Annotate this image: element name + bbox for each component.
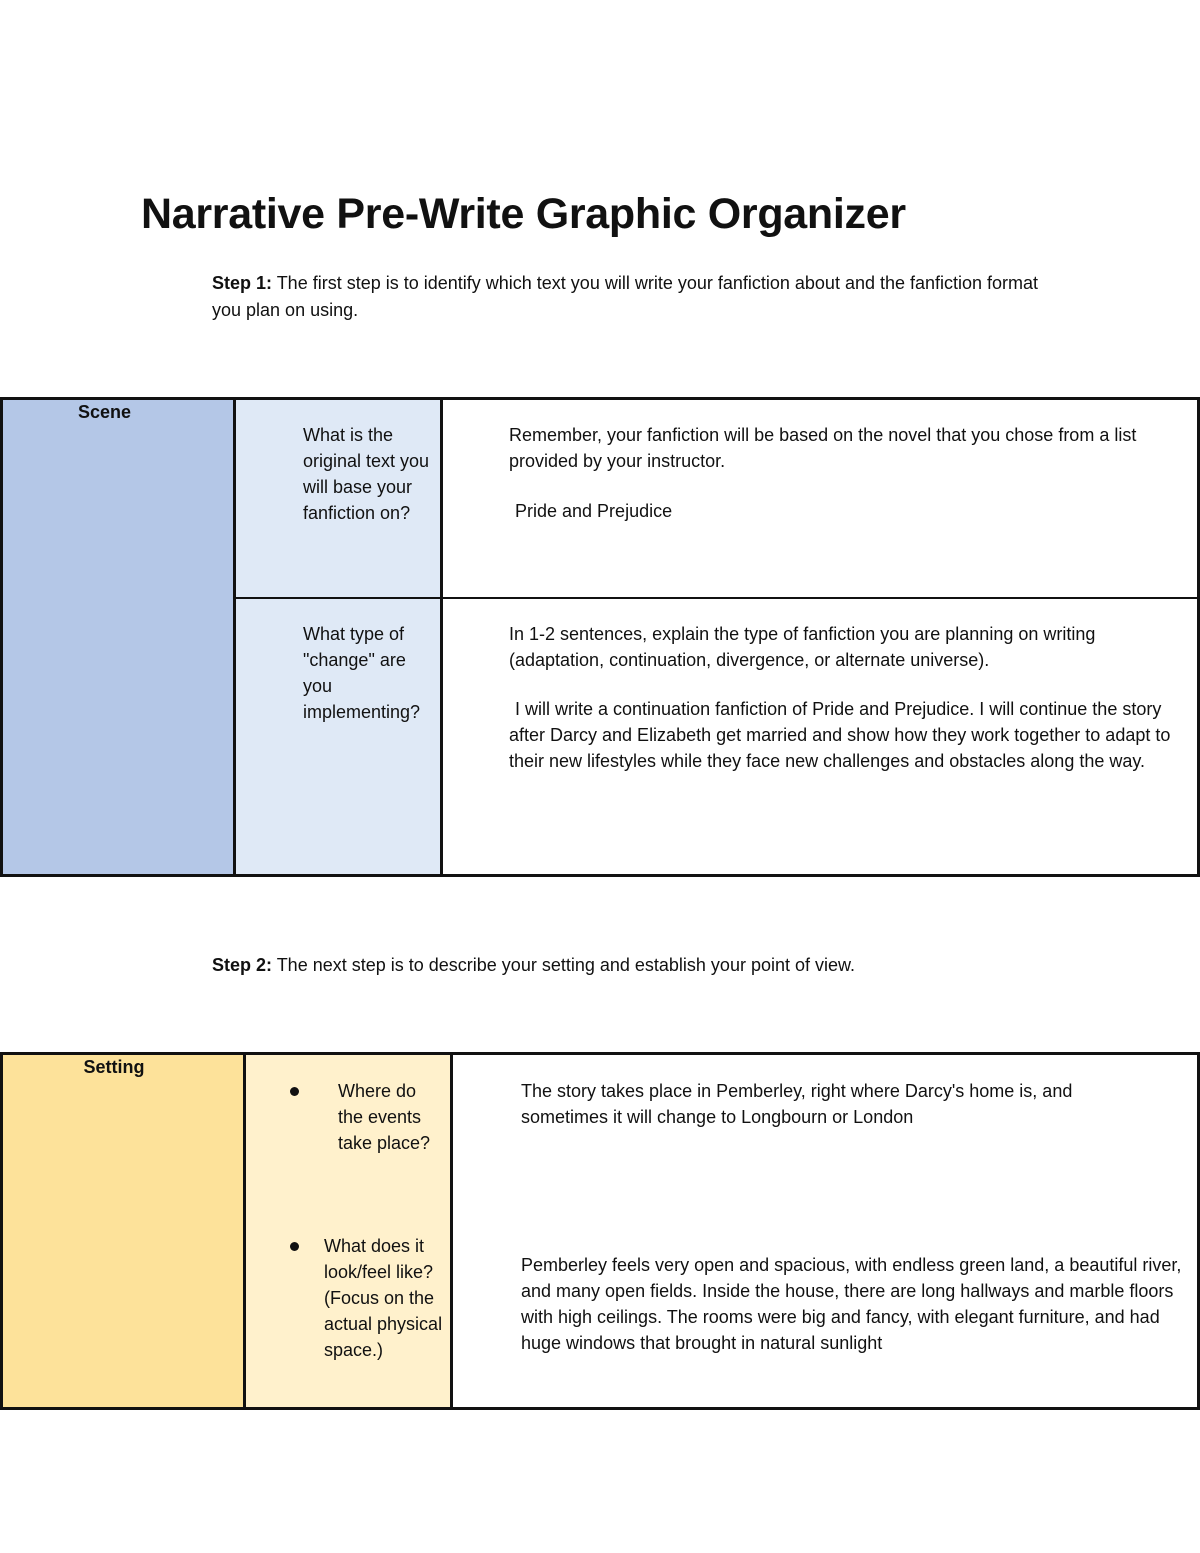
step-1-text: The first step is to identify which text you will write your fanfiction about and the fanfiction format you plan on using. (212, 273, 1039, 320)
setting-table-divider-2 (450, 1052, 453, 1410)
setting-question-location-text: Where do the events take place? (338, 1081, 431, 1153)
setting-table-border-top (0, 1052, 1200, 1055)
scene-label-cell (2, 399, 234, 875)
scene-table-border-bottom (0, 874, 1200, 877)
scene-table-row-divider (233, 597, 1200, 599)
scene-label: Scene (77, 402, 132, 422)
setting-question-look-feel (324, 1233, 444, 1363)
page-title: Narrative Pre-Write Graphic Organizer (141, 190, 906, 238)
setting-answer-location: The story takes place in Pemberley, right where Darcy's home is, and sometimes it will change to Longbourn or London (521, 1081, 1073, 1127)
setting-table-border-bottom (0, 1407, 1200, 1410)
scene-response-change-type: I will write a continuation fanfiction of Pride and Prejudice. I will continue the story after Darcy and Elizabeth get married and show how they work together to adapt to their new lifestyles while they face new challenges and obstacles along the way. (509, 699, 1171, 771)
scene-table-border-top (0, 397, 1200, 400)
scene-table-divider-2 (440, 397, 443, 877)
scene-prompt-original-text: Remember, your fanfiction will be based on the novel that you chose from a list provided by your instructor. (509, 425, 1137, 471)
scene-question-change-type: What type of "change" are you implementing? (303, 624, 421, 722)
scene-answer-original-text (509, 422, 1179, 524)
setting-table-border-left (0, 1052, 3, 1410)
scene-answer-change-type (509, 621, 1189, 774)
setting-question-location (324, 1078, 442, 1156)
scene-prompt-change-type: In 1-2 sentences, explain the type of fanfiction you are planning on writing (adaptation, continuation, divergence, or alternate universe). (509, 624, 1096, 670)
step-2-label: Step 2: (212, 955, 273, 975)
bullet-icon (290, 1087, 299, 1096)
scene-response-original-text: Pride and Prejudice (515, 501, 673, 521)
scene-question-original-text: What is the original text you will base your fanfiction on? (303, 425, 430, 523)
scene-table-divider-1 (233, 397, 236, 877)
step-2-instruction (212, 952, 1072, 979)
step-1-label: Step 1: (212, 273, 273, 293)
step-1-instruction (212, 270, 1072, 324)
setting-answer-look-feel: Pemberley feels very open and spacious, with endless green land, a beautiful river, and many open fields. Inside the house, there are long hallways and marble floors with high ceilings. The rooms were big and fancy, with elegant furniture, and had huge windows that brought in natural sunlight (521, 1255, 1182, 1353)
setting-table-divider-1 (243, 1052, 246, 1410)
setting-label-cell (2, 1054, 244, 1408)
setting-label: Setting (83, 1057, 145, 1077)
step-2-text: The next step is to describe your setting and establish your point of view. (272, 955, 856, 975)
setting-question-look-feel-text: What does it look/feel like? (Focus on the actual physical space.) (324, 1236, 443, 1360)
scene-table-border-left (0, 397, 3, 877)
bullet-icon (290, 1242, 299, 1251)
